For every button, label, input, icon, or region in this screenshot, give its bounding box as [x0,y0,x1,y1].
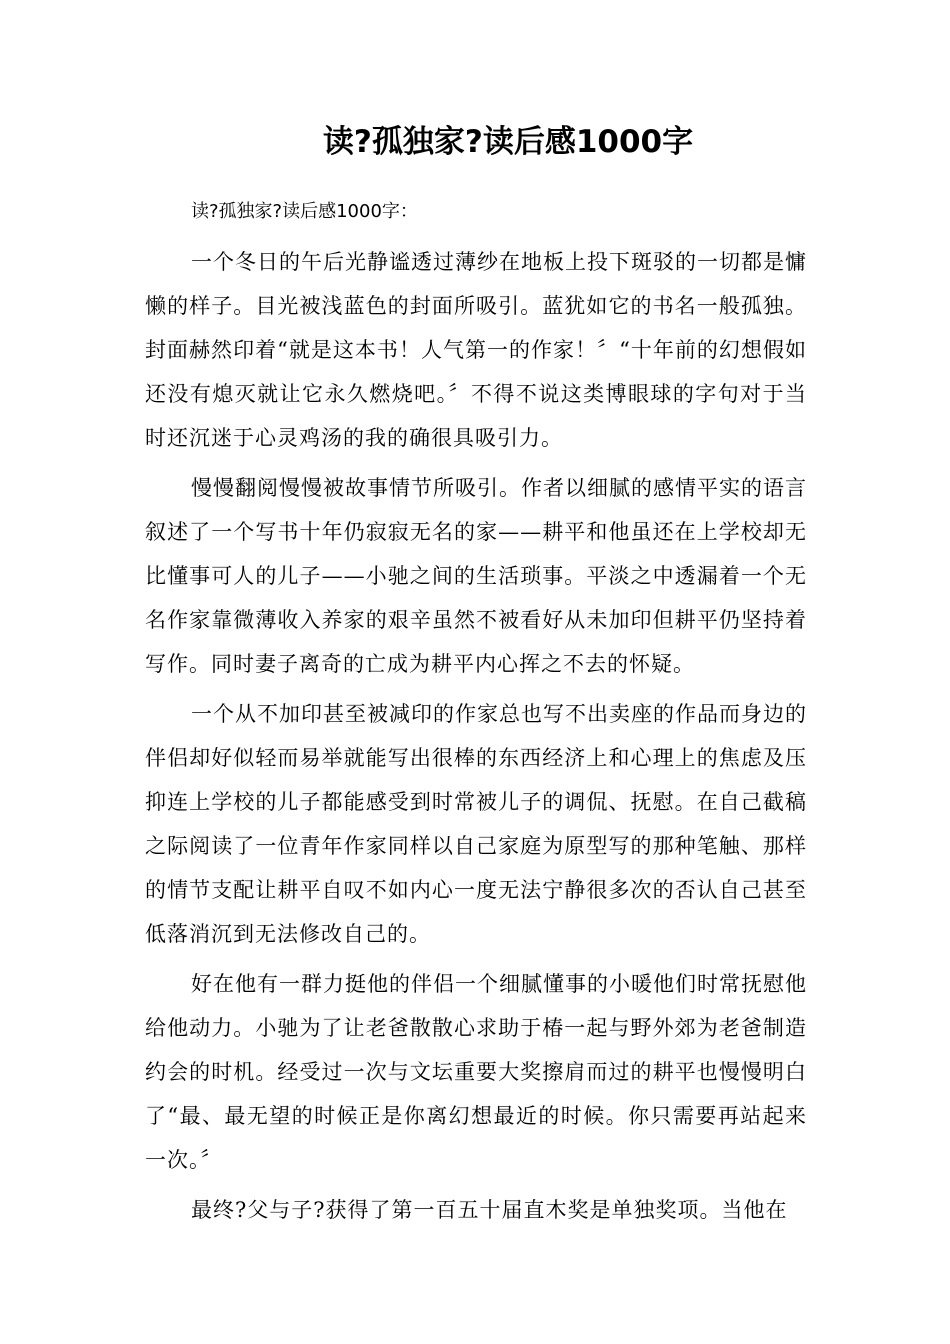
paragraph-4: 好在他有一群力挺他的伴侣一个细腻懂事的小暖他们时常抚慰他给他动力。小驰为了让老爸散散心求助于椿一起与野外郊为老爸制造约会的时机。经受过一次与文坛重要大奖擦肩而过的耕平也慢慢明白了“最、最无望的时候正是你离幻想最近的时候。你只需要再站起来一次。〞 [145,972,807,1172]
document-title: 读?孤独家?读后感1000字 [322,124,694,160]
paragraph-5: 最终?父与子?获得了第一百五十届直木奖是单独奖项。当他在 [191,1198,788,1222]
paragraph-intro: 读?孤独家?读后感1000字： [191,201,418,222]
paragraph-3: 一个从不加印甚至被减印的作家总也写不出卖座的作品而身边的伴侣却好似轻而易举就能写出很棒的东西经济上和心理上的焦虑及压抑连上学校的儿子都能感受到时常被儿子的调侃、抚慰。在自己截稿之际阅读了一位青年作家同样以自己家庭为原型写的那种笔触、那样的情节支配让耕平自叹不如内心一度无法宁静很多次的否认自己甚至低落消沉到无法修改自己的。 [145,702,807,946]
paragraph-2: 慢慢翻阅慢慢被故事情节所吸引。作者以细腻的感情平实的语言叙述了一个写书十年仍寂寂无名的家——耕平和他虽还在上学校却无比懂事可人的儿子——小驰之间的生活琐事。平淡之中透漏着一个无名作家靠微薄收入养家的艰辛虽然不被看好从未加印但耕平仍坚持着写作。同时妻子离奇的亡成为耕平内心挥之不去的怀疑。 [145,476,807,676]
document-body [145,196,807,1238]
paragraph-1: 一个冬日的午后光静谧透过薄纱在地板上投下斑驳的一切都是慵懒的样子。目光被浅蓝色的封面所吸引。蓝犹如它的书名一般孤独。封面赫然印着“就是这本书！人气第一的作家！〞“十年前的幻想假如还没有熄灭就让它永久燃烧吧。〞不得不说这类博眼球的字句对于当时还沉迷于心灵鸡汤的我的确很具吸引力。 [145,250,807,450]
